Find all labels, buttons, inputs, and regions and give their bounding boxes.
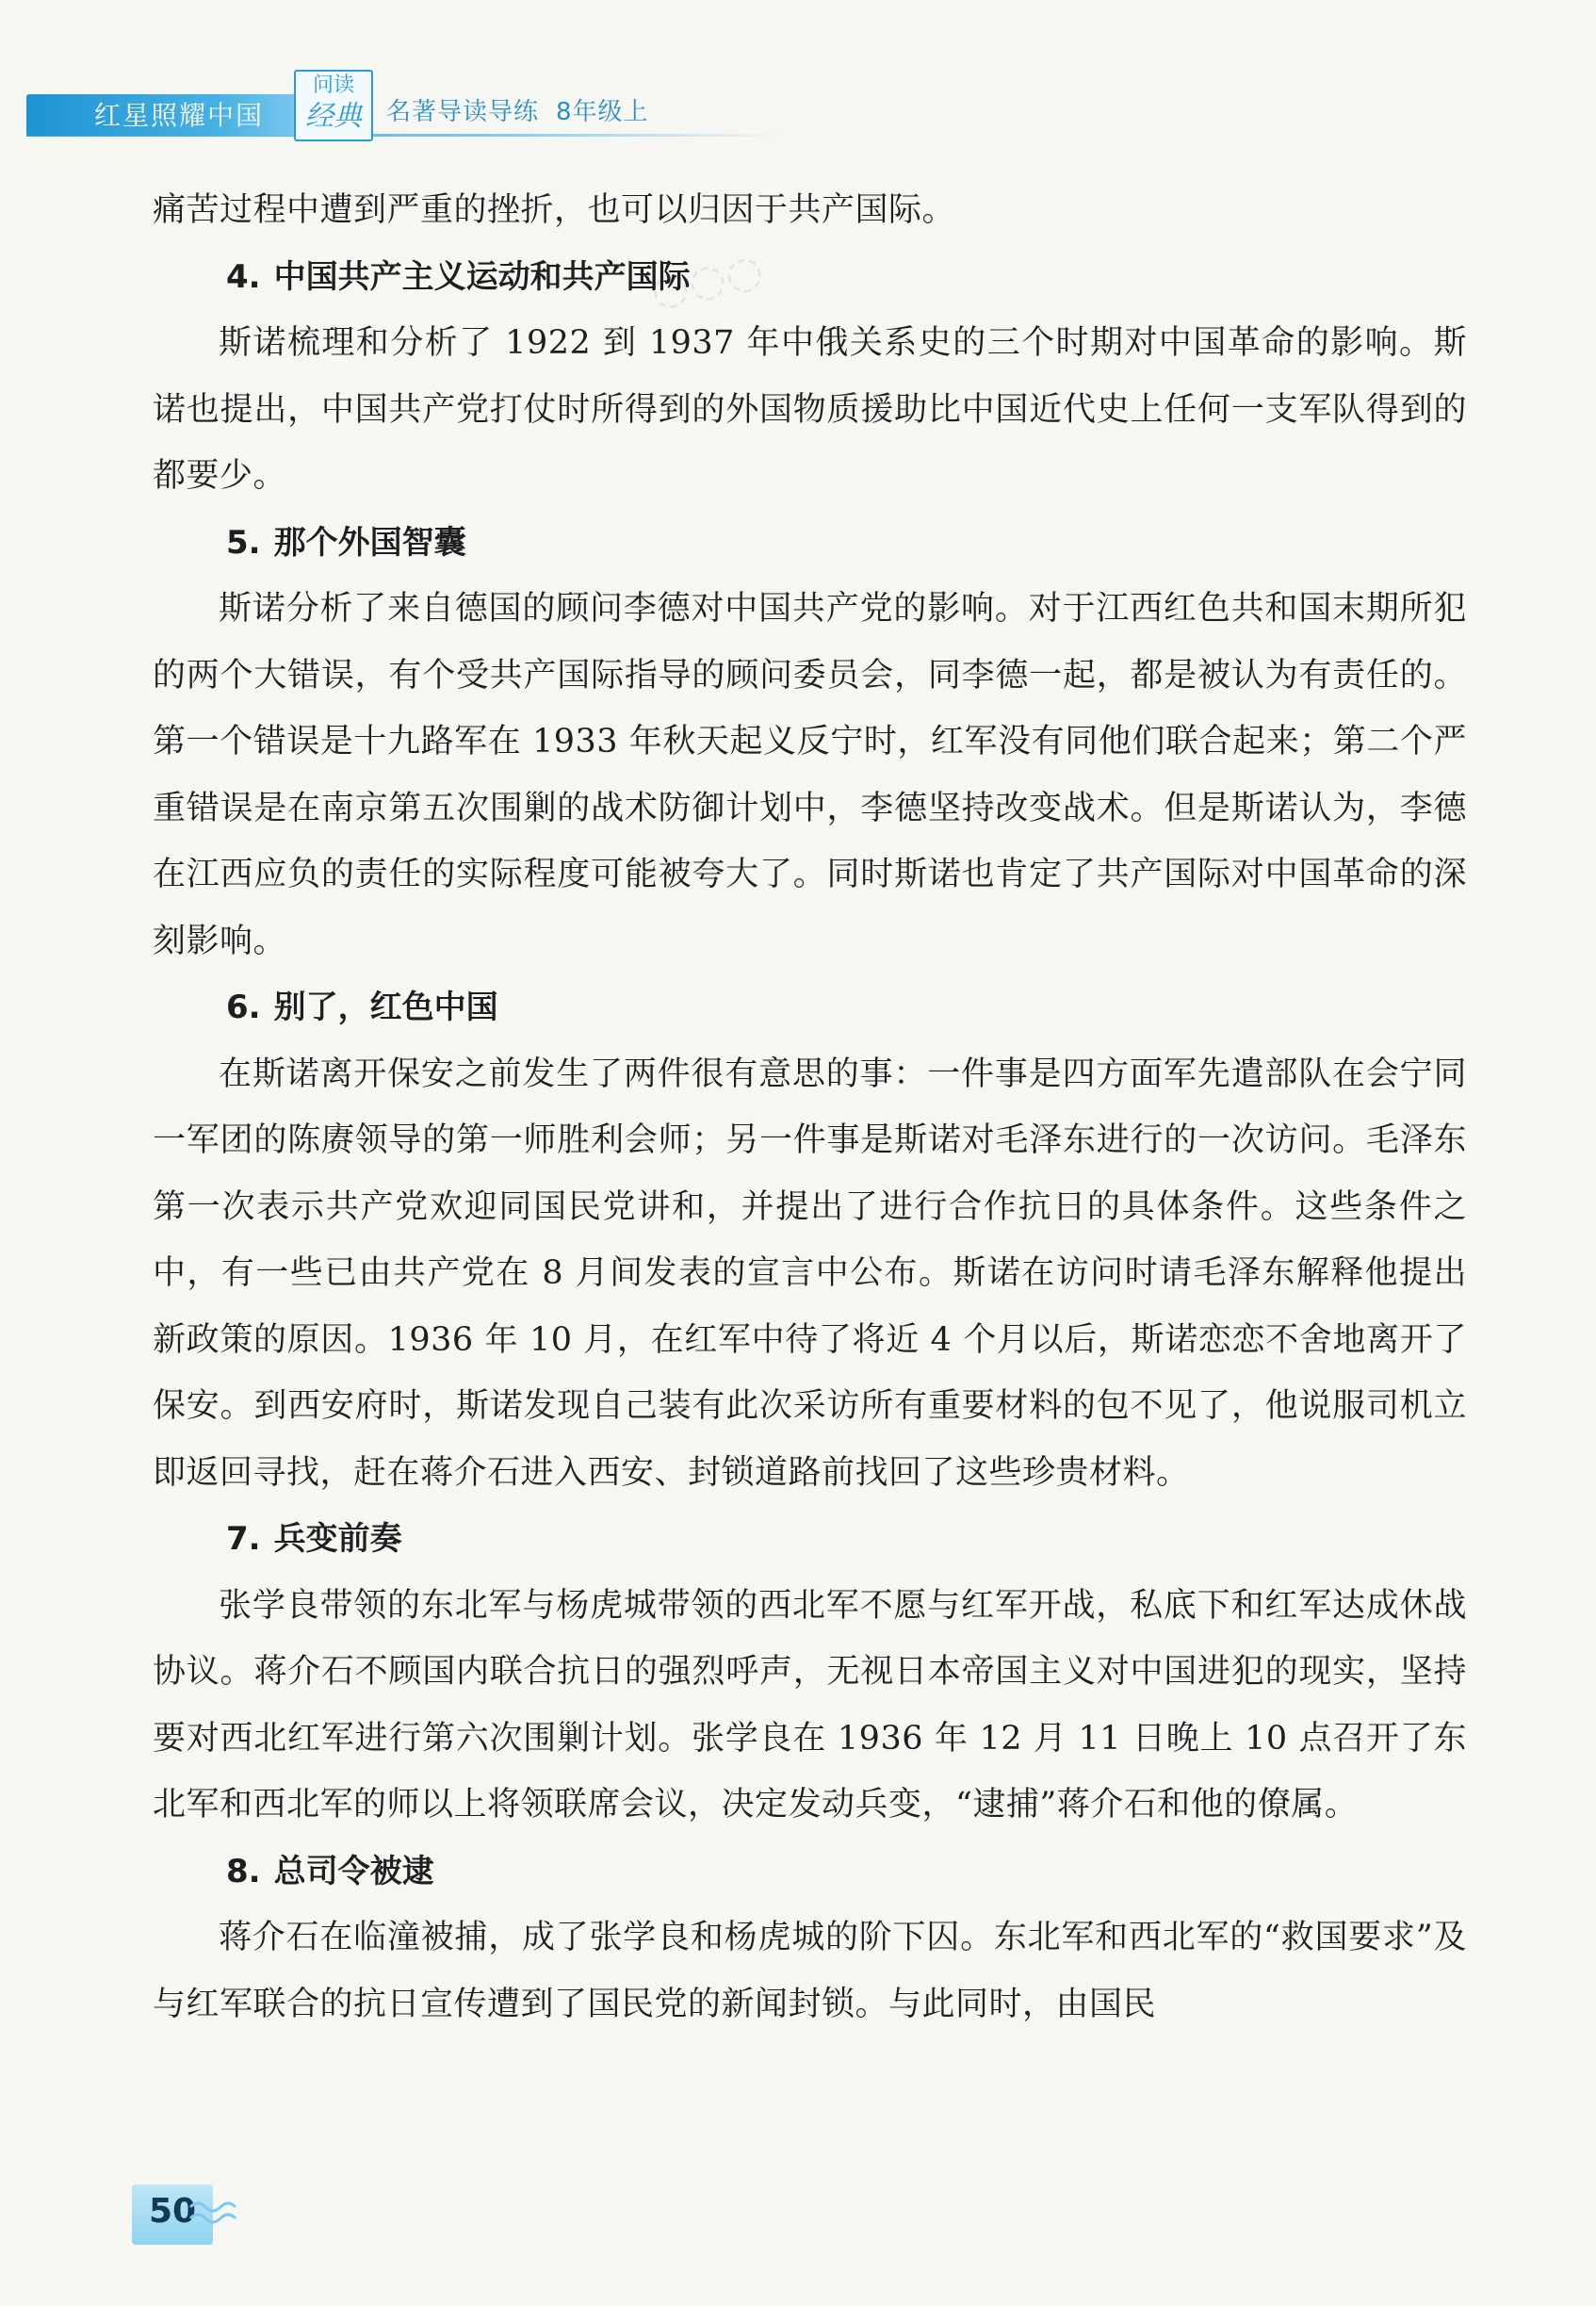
section-title: 中国共产主义运动和共产国际 [273, 257, 691, 296]
section-number: 7. [226, 1520, 261, 1558]
section-heading [153, 1506, 1467, 1573]
section-number: 6. [226, 989, 261, 1026]
book-title: 红星照耀中国 [94, 100, 265, 131]
wave-decoration-icon [188, 2196, 245, 2233]
section-heading [153, 974, 1467, 1041]
page-header [0, 0, 1596, 151]
series-logo [294, 70, 373, 141]
section-number: 4. [226, 257, 261, 296]
section-heading [153, 244, 1467, 311]
section-title: 总司令被逮 [273, 1852, 434, 1890]
section-number: 8. [226, 1852, 261, 1890]
series-name: 名著导读导练 [386, 98, 540, 126]
section-title: 别了，红色中国 [273, 989, 498, 1026]
body-paragraph: 张学良带领的东北军与杨虎城带领的西北军不愿与红军开战，私底下和红军达成休战协议。蒋介石不顾国内联合抗日的强烈呼声，无视日本帝国主义对中国进犯的现实，坚持要对西北红军进行第六次围剿计划。张学良在 1936 年 12 月 11 日晚上 10 点召开了东北军和西北军的师以上将领联席会议，决定发动兵变，“逮捕”蒋介石和他的僚属。 [153, 1586, 1467, 1824]
section-heading [153, 1839, 1467, 1905]
body-paragraph: 斯诺梳理和分析了 1922 到 1937 年中俄关系史的三个时期对中国革命的影响。斯诺也提出，中国共产党打仗时所得到的外国物质援助比中国近代史上任何一支军队得到的都要少。 [153, 324, 1467, 495]
body-paragraph: 在斯诺离开保安之前发生了两件很有意思的事：一件事是四方面军先遣部队在会宁同一军团的陈赓领导的第一师胜利会师；另一件事是斯诺对毛泽东进行的一次访问。毛泽东第一次表示共产党欢迎同国民党讲和，并提出了进行合作抗日的具体条件。这些条件之中，有一些已由共产党在 8 月间发表的宣言中公布。斯诺在访问时请毛泽东解释他提出新政策的原因。1936 年 10 月，在红军中待了将近 4 个月以后，斯诺恋恋不舍地离开了保安。到西安府时，斯诺发现自己装有此次采访所有重要材料的包不见了，他说服司机立即返回寻找，赶在蒋介石进入西安、封锁道路前找回了这些珍贵材料。 [153, 1055, 1467, 1492]
series-info [386, 94, 666, 130]
section-title: 那个外国智囊 [273, 523, 466, 562]
watermark: ◌◌◌ [645, 243, 768, 317]
page-number: 50 [148, 2192, 197, 2231]
grade-label: 8年级上 [556, 98, 649, 126]
logo-bottom-text: 经典 [305, 100, 362, 133]
body-paragraph: 痛苦过程中遭到严重的挫折，也可以归因于共产国际。 [153, 191, 956, 229]
section-title: 兵变前奏 [273, 1520, 402, 1558]
body-paragraph: 蒋介石在临潼被捕，成了张学良和杨虎城的阶下囚。东北军和西北军的“救国要求”及与红军联合的抗日宣传遭到了国民党的新闻封锁。与此同时，由国民 [153, 1919, 1467, 2023]
page-body [153, 177, 1467, 2037]
logo-top-text: 问读 [312, 74, 354, 97]
section-number: 5. [226, 523, 261, 562]
section-heading [153, 510, 1467, 577]
body-paragraph: 斯诺分析了来自德国的顾问李德对中国共产党的影响。对于江西红色共和国末期所犯的两个大错误，有个受共产国际指导的顾问委员会，同李德一起，都是被认为有责任的。第一个错误是十九路军在 1933 年秋天起义反宁时，红军没有同他们联合起来；第二个严重错误是在南京第五次围剿的战术防御计划中，李德坚持改变战术。但是斯诺认为，李德在江西应负的责任的实际程度可能被夸大了。同时斯诺也肯定了共产国际对中国革命的深刻影响。 [153, 590, 1467, 960]
